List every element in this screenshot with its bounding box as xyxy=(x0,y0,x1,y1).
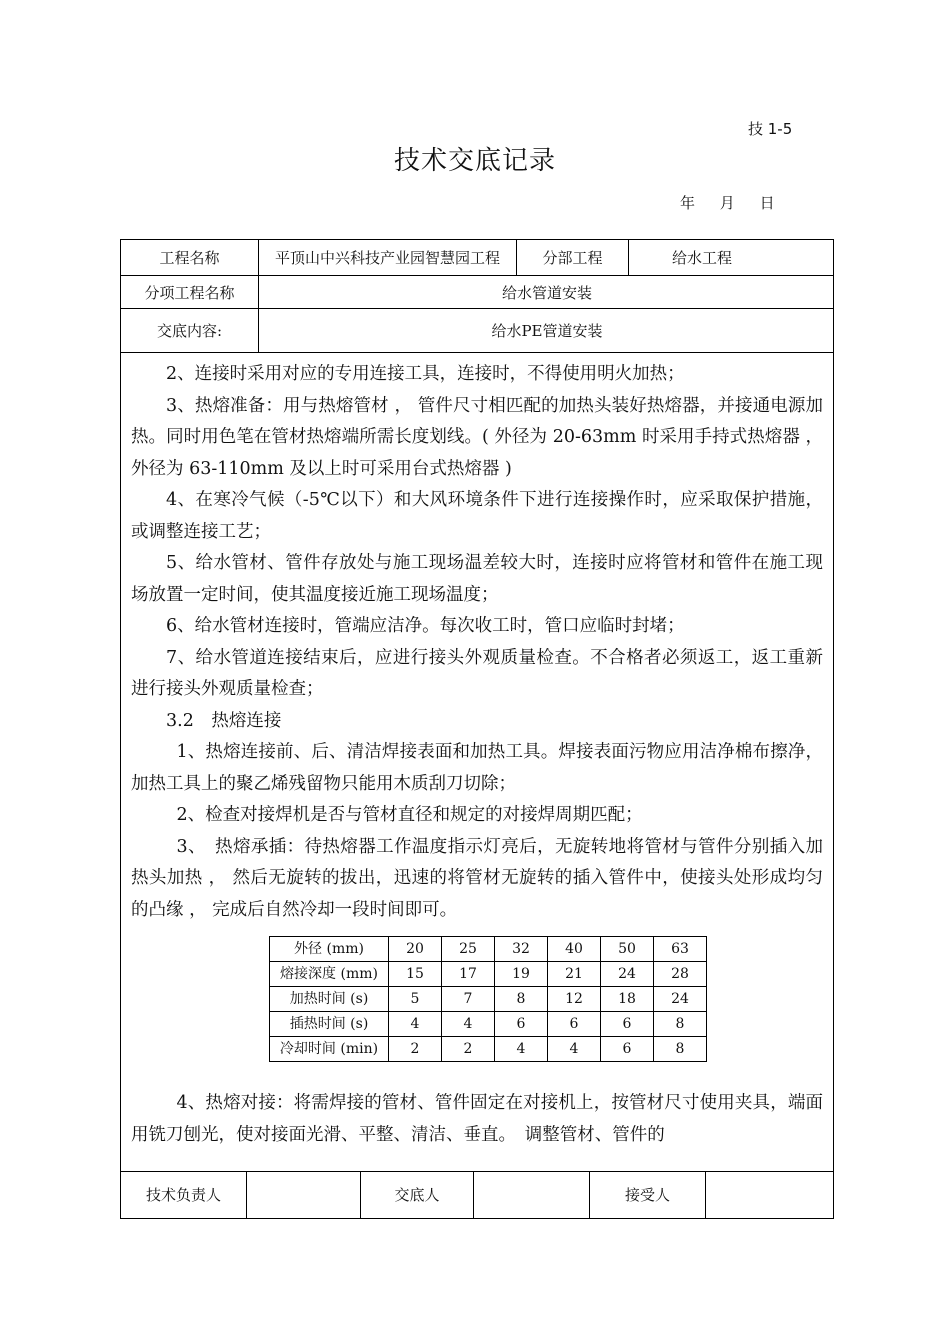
spec-cell: 28 xyxy=(654,962,707,987)
spec-cell: 4 xyxy=(442,1012,495,1037)
subitem-value: 给水管道安装 xyxy=(258,276,835,308)
content-value: 给水PE管道安装 xyxy=(258,309,835,352)
spec-cell: 4 xyxy=(495,1037,548,1062)
spec-table-row xyxy=(270,962,707,987)
spec-cell: 8 xyxy=(495,987,548,1012)
signature-divider xyxy=(121,1171,833,1172)
spec-cell: 5 xyxy=(389,987,442,1012)
date-day: 日 xyxy=(759,194,775,212)
division-value: 给水工程 xyxy=(628,240,835,275)
subitem-label: 分项工程名称 xyxy=(144,283,235,302)
spec-cell: 63 xyxy=(654,937,707,962)
spec-cell: 21 xyxy=(548,962,601,987)
date-month: 月 xyxy=(719,194,735,212)
spec-table-row xyxy=(270,1037,707,1062)
project-name-label: 工程名称 xyxy=(159,249,220,267)
spec-cell: 4 xyxy=(548,1037,601,1062)
spec-cell: 25 xyxy=(442,937,495,962)
paragraph-6: 6、给水管材连接时，管端应洁净。每次收工时，管口应临时封堵； xyxy=(166,616,685,636)
fusion-spec-table xyxy=(269,936,707,1062)
spec-row-label: 熔接深度 (mm) xyxy=(270,962,389,987)
spec-cell: 6 xyxy=(601,1037,654,1062)
disclosure-body xyxy=(121,353,833,1171)
spec-row-label: 加热时间 (s) xyxy=(270,987,389,1012)
paragraph-7: 7、给水管道连接结束后，应进行接头外观质量检查。不合格者必须返工，返工重新进行接头外观质量检查； xyxy=(131,647,823,699)
paragraph-4: 4、在寒冷气候（-5℃以下）和大风环境条件下进行连接操作时，应采取保护措施，或调整连接工艺； xyxy=(131,490,823,542)
document-title: 技术交底记录 xyxy=(393,146,556,176)
spec-cell: 12 xyxy=(548,987,601,1012)
spec-cell: 18 xyxy=(601,987,654,1012)
date-line xyxy=(680,192,795,213)
step-2: 2、检查对接焊机是否与管材直径和规定的对接焊周期匹配； xyxy=(176,805,643,825)
discloser-label: 交底人 xyxy=(360,1171,473,1218)
spec-cell: 8 xyxy=(654,1037,707,1062)
date-year: 年 xyxy=(680,194,696,212)
spec-cell: 6 xyxy=(601,1012,654,1037)
spec-cell: 6 xyxy=(548,1012,601,1037)
spec-row-label: 冷却时间 (min) xyxy=(270,1037,389,1062)
spec-cell: 7 xyxy=(442,987,495,1012)
spec-cell: 24 xyxy=(601,962,654,987)
step-4: 4、热熔对接：将需焊接的管材、管件固定在对接机上，按管材尺寸使用夹具，端面用铣刀刨光，使对接面光滑、平整、清洁、垂直。 调整管材、管件的 xyxy=(131,1093,823,1145)
project-row xyxy=(121,240,833,276)
section-heading: 3.2 热熔连接 xyxy=(166,710,282,731)
step-1: 1、热熔连接前、后、清洁焊接表面和加热工具。焊接表面污物应用洁净棉布擦净，加热工具上的聚乙烯残留物只能用木质刮刀切除； xyxy=(131,742,823,794)
paragraph-2: 2、连接时采用对应的专用连接工具，连接时，不得使用明火加热； xyxy=(166,364,685,384)
spec-cell: 40 xyxy=(548,937,601,962)
spec-cell: 24 xyxy=(654,987,707,1012)
division-label: 分部工程 xyxy=(516,240,628,275)
spec-cell: 4 xyxy=(389,1012,442,1037)
tech-lead-signature[interactable] xyxy=(246,1171,360,1218)
spec-table-row xyxy=(270,937,707,962)
subitem-row xyxy=(121,276,833,309)
spec-cell: 17 xyxy=(442,962,495,987)
spec-cell: 15 xyxy=(389,962,442,987)
form-code: 技 1-5 xyxy=(748,120,793,138)
spec-table-row xyxy=(270,987,707,1012)
signature-row xyxy=(121,1171,833,1218)
discloser-signature[interactable] xyxy=(473,1171,589,1218)
spec-cell: 2 xyxy=(389,1037,442,1062)
record-form xyxy=(120,239,834,1219)
spec-table-row xyxy=(270,1012,707,1037)
paragraph-5: 5、给水管材、管件存放处与施工现场温差较大时，连接时应将管材和管件在施工现场放置一定时间，使其温度接近施工现场温度； xyxy=(131,553,823,605)
spec-cell: 19 xyxy=(495,962,548,987)
spec-cell: 50 xyxy=(601,937,654,962)
content-label: 交底内容: xyxy=(156,322,223,340)
spec-cell: 20 xyxy=(389,937,442,962)
receiver-signature[interactable] xyxy=(705,1171,835,1218)
spec-cell: 32 xyxy=(495,937,548,962)
paragraph-3: 3、热熔准备：用与热熔管材 ， 管件尺寸相匹配的加热头装好热熔器，并接通电源加热。同时用色笔在管材热熔端所需长度划线。( 外径为 20-63mm 时采用手持式热熔器 ， 外径为 63-110mm 及以上时可采用台式热熔器 ) xyxy=(131,395,823,479)
project-name-value: 平顶山中兴科技产业园智慧园工程 xyxy=(258,240,516,275)
tech-lead-label: 技术负责人 xyxy=(145,1186,221,1204)
spec-cell: 2 xyxy=(442,1037,495,1062)
spec-cell: 8 xyxy=(654,1012,707,1037)
content-row xyxy=(121,309,833,353)
spec-row-label: 插热时间 (s) xyxy=(270,1012,389,1037)
spec-row-label: 外径 (mm) xyxy=(270,937,389,962)
spec-cell: 6 xyxy=(495,1012,548,1037)
receiver-label: 接受人 xyxy=(589,1171,705,1218)
step-3: 3、 热熔承插：待热熔器工作温度指示灯亮后，无旋转地将管材与管件分别插入加热头加热 ， 然后无旋转的拔出，迅速的将管材无旋转的插入管件中，使接头处形成均匀的凸缘 ， 完成后自然冷却一段时间即可。 xyxy=(131,836,823,920)
